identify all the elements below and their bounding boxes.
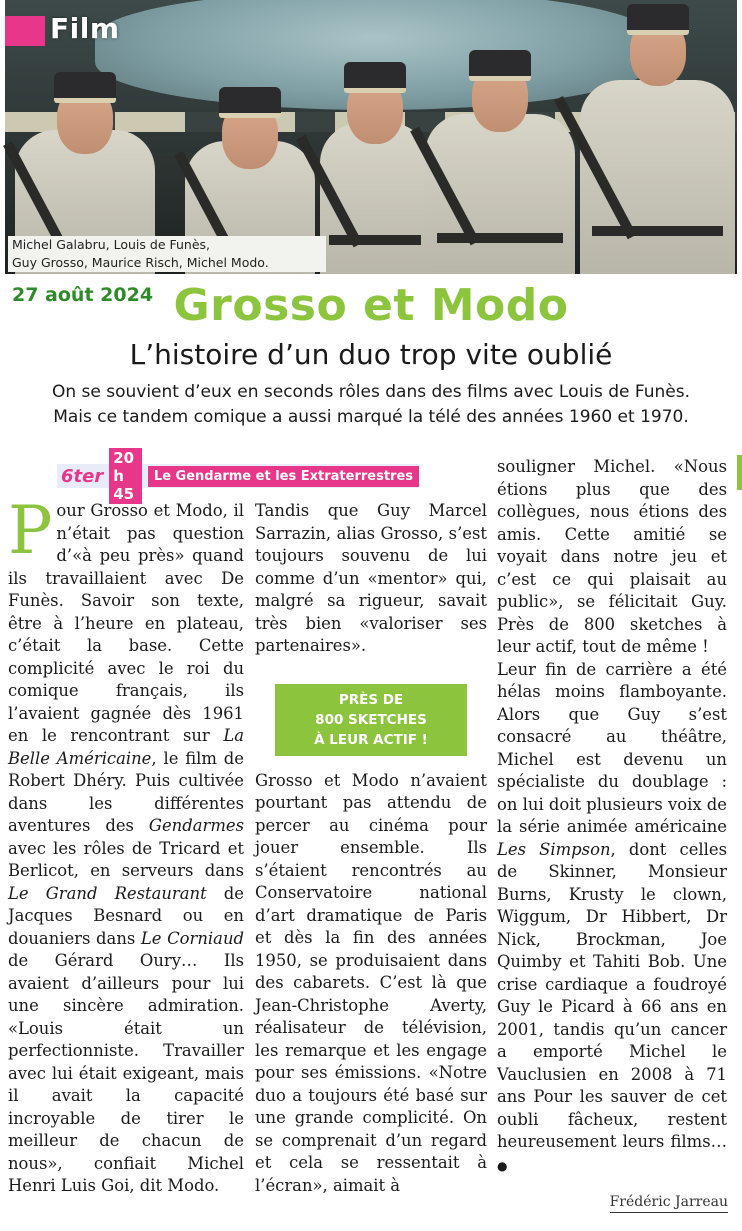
article-intro	[0, 380, 742, 430]
article-title: Grosso et Modo	[173, 280, 569, 331]
tv-channel-logo: 6ter	[61, 465, 104, 487]
paragraph: Tandis que Guy Marcel Sarrazin, alias Grosso, s’est toujours souvenu de lui comme d’un «mentor» qui, malgré sa rigueur, savait très bien «valoriser ses partenaires».	[255, 501, 487, 655]
paragraph: souligner Michel. «Nous étions plus que des collègues, nous étions des amis. Cette amitié se voyait dans notre jeu et c’est ce qui plaisait au public», se félicitait Guy. Près de 800 sketches à leur actif, tout de même !	[497, 457, 727, 656]
gendarme-figure	[580, 4, 735, 274]
paragraph: Pour Grosso et Modo, il n’était pas question d’«à peu près» quand ils travaillaient avec De Funès. Savoir son texte, être à l’heure en plateau, c’était la base. Cette complicité avec le roi du comique français, ils l’avaient gagnée dès 1961 en le rencontrant sur La Belle Américaine, le film de Robert Dhéry. Puis cultivée dans les différentes aventures des Gendarmes avec les rôles de Tricard et Berlicot, en serveurs dans Le Grand Restaurant de Jacques Besnard ou en douaniers dans Le Corniaud de Gérard Oury… Ils avaient d’ailleurs pour lui une sincère admiration. «Louis était un perfectionniste. Travailler avec lui était exigeant, mais il avait la capacité incroyable de tirer le meilleur de chacun de nous», confiait Michel Henri Luis Goi, dit Modo.	[8, 492, 244, 1195]
pull-quote: PRÈS DE 800 SKETCHES À LEUR ACTIF !	[275, 684, 467, 756]
column-1	[8, 492, 244, 1198]
tv-time: 20 h 45	[109, 448, 142, 504]
edge-strip	[737, 455, 742, 490]
drop-cap: P	[8, 492, 53, 569]
section-badge	[5, 16, 45, 46]
publication-date: 27 août 2024	[12, 284, 154, 306]
paragraph: Leur fin de carrière a été hélas moins flamboyante. Alors que Guy s’est consacré au théâtre, Michel est devenu un spécialiste du doublage : on lui doit plusieurs voix de la série animée américaine Les Simpson, dont celles de Skinner, Monsieur Burns, Krusty le clown, Wiggum, Dr Hibbert, Dr Nick, Brockman, Joe Quimby et Tahiti Bob. Une crise cardiaque a foudroyé Guy le Picard à 66 ans en 2001, tandis qu’un cancer a emporté Michel le Vauclusien en 2008 à 71 ans Pour les sauver de cet oubli fâcheux, restent heureusement leurs films… ●	[497, 659, 728, 1173]
tv-program-title: Le Gendarme et les Extraterrestres	[148, 466, 419, 487]
caption-line: Michel Galabru, Louis de Funès,	[12, 237, 211, 252]
gendarme-figure	[320, 64, 430, 274]
tv-listing	[57, 449, 419, 503]
section-label: Film	[50, 12, 120, 45]
end-mark-icon: ●	[497, 1158, 508, 1173]
intro-line: Mais ce tandem comique a aussi marqué la télé des années 1960 et 1970.	[53, 407, 689, 427]
caption-line: Guy Grosso, Maurice Risch, Michel Modo.	[12, 255, 269, 270]
paragraph: Grosso et Modo n’avaient pourtant pas attendu de percer au cinéma pour jouer ensemble. Ils s’étaient rencontrés au Conservatoire national d’art dramatique de Paris et dès la fin des années 1950, se produisaient dans des cabarets. C’est là que Jean-Christophe Averty, réalisateur de télévision, les remarque et les engage pour ses émissions. «Notre duo a toujours été basé sur une grande complicité. On se comprenait d’un regard et cela se ressentait à l’écran», aimait à	[255, 770, 487, 1195]
column-2	[255, 500, 487, 1197]
column-3	[497, 456, 727, 1177]
author-byline: Frédéric Jarreau	[610, 1194, 728, 1213]
gendarme-figure	[425, 52, 575, 274]
intro-line: On se souvient d’eux en seconds rôles dans des films avec Louis de Funès.	[51, 382, 691, 402]
photo-caption	[8, 236, 326, 272]
article-subtitle: L’histoire d’un duo trop vite oublié	[129, 338, 613, 371]
